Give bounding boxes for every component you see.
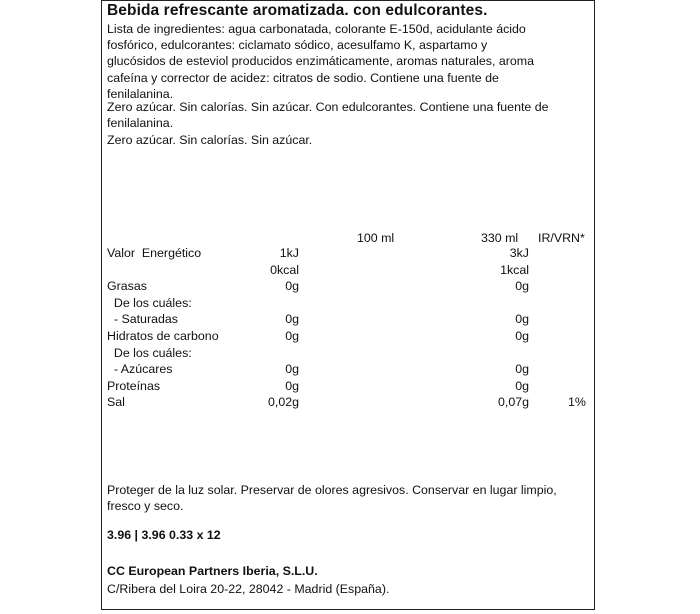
value-per-330ml: 0,07g <box>497 395 529 410</box>
value-per-330ml: 0g <box>515 378 529 393</box>
header-330ml: 330 ml <box>481 231 519 245</box>
value-per-330ml: 3kJ <box>509 246 529 260</box>
nutrition-table <box>107 231 589 410</box>
nutrient-name: De los cuáles: <box>107 345 192 360</box>
claims-text-2: Zero azúcar. Sin calorías. Sin azúcar. <box>107 133 313 147</box>
nutrient-name: Valor Energético <box>107 246 202 260</box>
value-per-100ml: 0g <box>285 362 299 377</box>
product-title: Bebida refrescante aromatizada. con edulcorantes. <box>107 2 488 19</box>
value-per-100ml: 0g <box>285 279 299 294</box>
nutrient-name: Sal <box>107 395 125 410</box>
value-per-100ml: 1kJ <box>279 246 299 260</box>
product-codes: 3.96 | 3.96 0.33 x 12 <box>107 528 221 542</box>
storage-text: Proteger de la luz solar. Preservar de olores agresivos. Conservar en lugar limpio, fresco y seco. <box>107 483 557 514</box>
value-per-330ml: 0g <box>515 362 529 377</box>
nutrient-name: De los cuáles: <box>107 295 192 310</box>
header-ir-vrn: IR/VRN* <box>538 231 585 245</box>
value-per-330ml: 0g <box>515 279 529 294</box>
value-per-100ml: 0g <box>285 378 299 393</box>
value-per-330ml: 0g <box>515 312 529 327</box>
nutrient-name: Proteínas <box>107 378 161 393</box>
company-address: C/Ribera del Loira 20-22, 28042 - Madrid (España). <box>107 582 390 596</box>
nutrient-name: Grasas <box>107 279 147 294</box>
value-per-100ml: 0g <box>285 312 299 327</box>
value-per-330ml: 1kcal <box>500 262 529 277</box>
claims-text-1: Zero azúcar. Sin calorías. Sin azúcar. Con edulcorantes. Contiene una fuente de fenilalanina. <box>107 100 549 131</box>
value-per-100ml: 0,02g <box>267 395 299 410</box>
company-name: CC European Partners Iberia, S.L.U. <box>107 564 318 578</box>
header-100ml: 100 ml <box>357 231 395 245</box>
value-per-100ml: 0g <box>285 329 299 343</box>
nutrient-name: Hidratos de carbono <box>107 329 219 343</box>
value-per-100ml: 0kcal <box>270 262 299 277</box>
value-ir-vrn: 1% <box>568 395 586 410</box>
value-per-330ml: 0g <box>515 329 529 343</box>
nutrient-name: - Azúcares <box>107 362 173 377</box>
nutrient-name: - Saturadas <box>107 312 178 327</box>
ingredients-text: Lista de ingredientes: agua carbonatada, colorante E-150d, acidulante ácido fosfórico, edulcorantes: ciclamato sódico, acesulfamo K, aspartamo y glucósidos de esteviol producidos enzimáticamente, aromas naturales, aroma cafeína y corrector de acidez: citratos de sodio. Contiene una fuente de fenilalanina. <box>107 22 535 101</box>
